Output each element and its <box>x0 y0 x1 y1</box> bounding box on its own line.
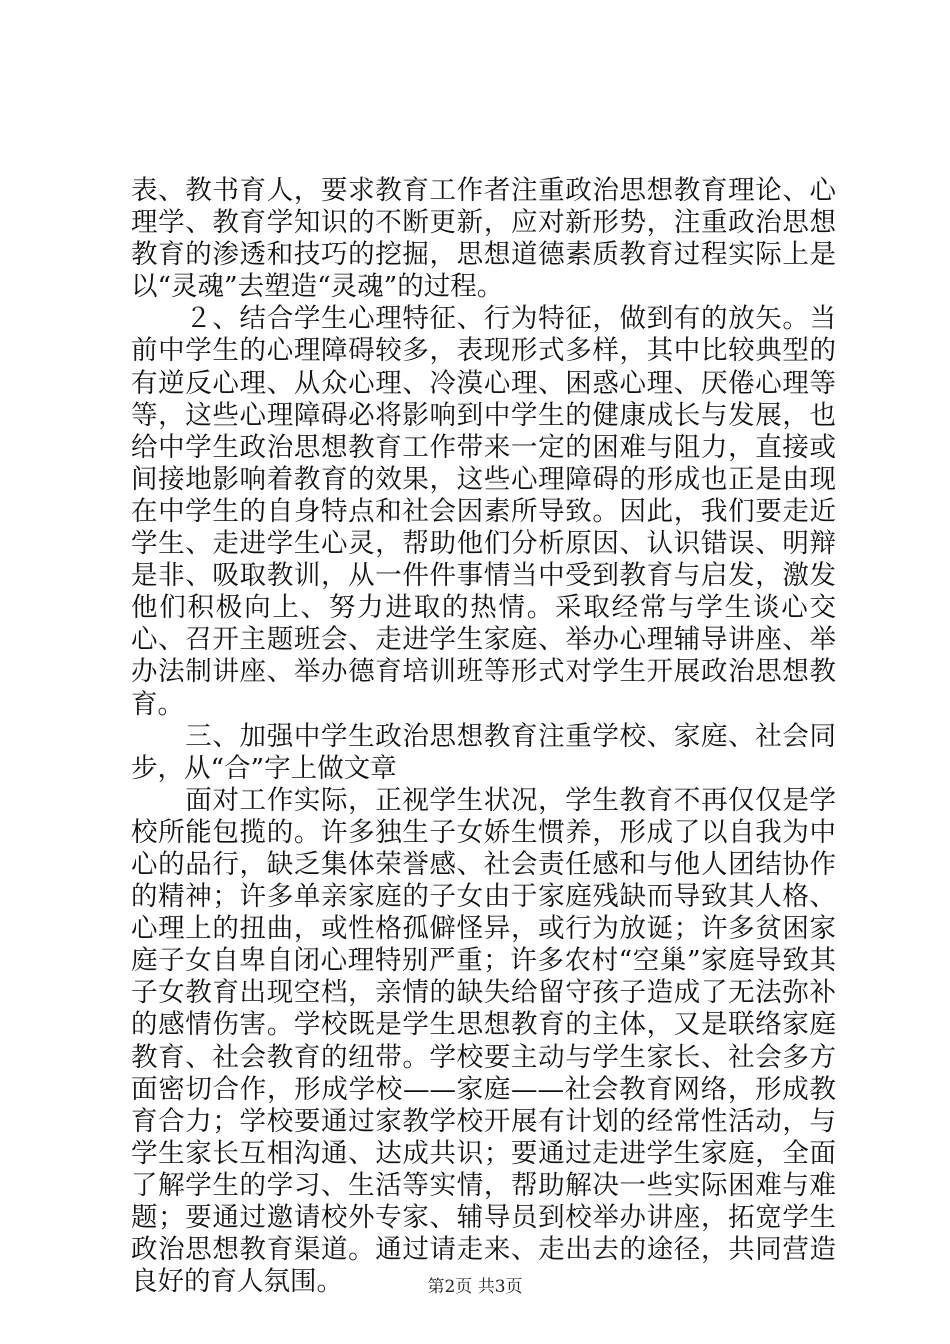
paragraph-section-3-body: 面对工作实际，正视学生状况，学生教育不再仅仅是学校所能包揽的。许多独生子女娇生惯养，形成了以自我为中心的品行，缺乏集体荣誉感、社会责任感和与他人团结协作的精神；许多单亲家庭的子女由于家庭残缺而导致其人格、心理上的扭曲，或性格孤僻怪异，或行为放诞；许多贫困家庭子女自卑自闭心理特别严重；许多农村“空巢”家庭导致其子女教育出现空档，亲情的缺失给留守孩子造成了无法弥补的感情伤害。学校既是学生思想教育的主体，又是联络家庭教育、社会教育的纽带。学校要主动与学生家长、社会多方面密切合作，形成学校——家庭——社会教育网络，形成教育合力；学校要通过家教学校开展有计划的经常性活动，与学生家长互相沟通、达成共识；要通过走进学生家庭，全面了解学生的学习、生活等实情，帮助解决一些实际困难与难题；要通过邀请校外专家、辅导员到校举办讲座，拓宽学生政治思想教育渠道。通过请走来、走出去的途径，共同营造良好的育人氛围。 <box>131 784 836 1298</box>
paragraph-item-2: ２、结合学生心理特征、行为特征，做到有的放矢。当前中学生的心理障碍较多，表现形式多样，其中比较典型的有逆反心理、从众心理、冷漠心理、困惑心理、厌倦心理等等，这些心理障碍必将影响到中学生的健康成长与发展，也给中学生政治思想教育工作带来一定的困难与阻力，直接或间接地影响着教育的效果，这些心理障碍的形成也正是由现在中学生的自身特点和社会因素所导致。因此，我们要走近学生、走进学生心灵，帮助他们分析原因、认识错误、明辩是非、吸取教训，从一件件事情当中受到教育与启发，激发他们积极向上、努力进取的热情。采取经常与学生谈心交心、召开主题班会、走进学生家庭、举办心理辅导讲座、举办法制讲座、举办德育培训班等形式对学生开展政治思想教育。 <box>131 303 836 720</box>
paragraph-continuation: 表、教书育人，要求教育工作者注重政治思想教育理论、心理学、教育学知识的不断更新，应对新形势，注重政治思想教育的渗透和技巧的挖掘，思想道德素质教育过程实际上是以“灵魂”去塑造“灵魂”的过程。 <box>131 175 836 303</box>
page-number-footer: 第2页 共3页 <box>427 1277 523 1297</box>
section-heading-3: 三、加强中学生政治思想教育注重学校、家庭、社会同步，从“合”字上做文章 <box>131 720 836 784</box>
document-body <box>131 175 836 1298</box>
